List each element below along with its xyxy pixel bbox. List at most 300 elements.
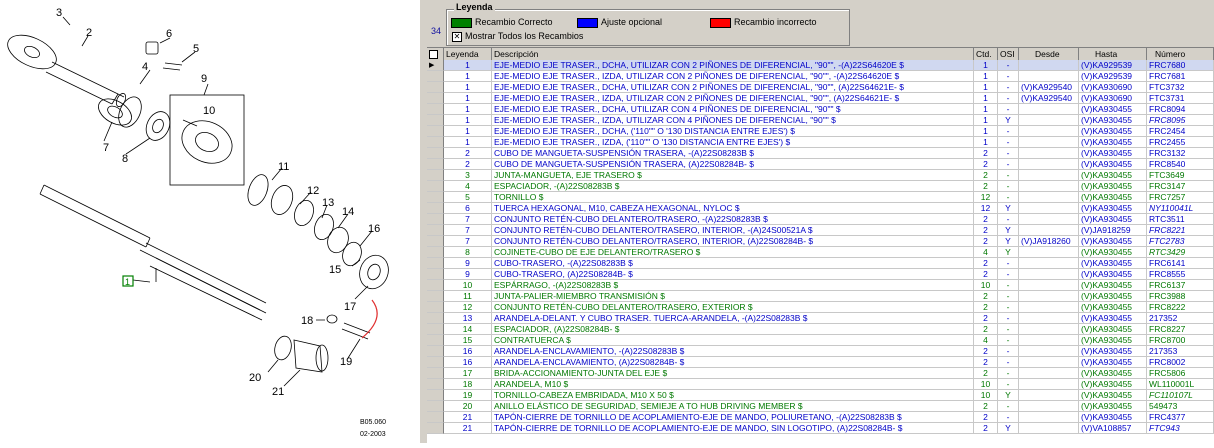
callout-10[interactable]: 10 [203, 105, 216, 117]
table-row[interactable] [427, 148, 1214, 159]
cell-desc: ARANDELA, M10 $ [492, 379, 974, 390]
table-row[interactable] [427, 93, 1214, 104]
cell-ctd: 2 [974, 357, 998, 368]
cell-leg: 9 [444, 269, 492, 280]
cell-desc: ARANDELA-ENCLAVAMIENTO, (A)22S08284B- $ [492, 357, 974, 368]
table-row[interactable] [427, 214, 1214, 225]
cell-hasta: (V)KA930690 [1079, 93, 1147, 104]
cell-osi: - [998, 192, 1019, 203]
cell-leg: 19 [444, 390, 492, 401]
cell-osi: - [998, 269, 1019, 280]
cell-desc: TAPÓN-CIERRE DE TORNILLO DE ACOPLAMIENTO-EJE DE MANDO, SIN LOGOTIPO, (A)22S08284B- $ [492, 423, 974, 434]
cell-ctd: 2 [974, 346, 998, 357]
callout-19[interactable]: 19 [340, 356, 353, 368]
header-leyenda[interactable]: Leyenda [444, 48, 492, 60]
callout-16[interactable]: 16 [368, 223, 381, 235]
table-row[interactable] [427, 104, 1214, 115]
cell-desde [1019, 170, 1079, 181]
table-row[interactable] [427, 291, 1214, 302]
splitter[interactable] [420, 0, 427, 443]
cell-num: FRC8227 [1147, 324, 1214, 335]
cell-desc: TAPÓN-CIERRE DE TORNILLO DE ACOPLAMIENTO-EJE DE MANDO, POLIURETANO, -(A)22S08283B $ [492, 412, 974, 423]
diagram-code: B05.060 [360, 419, 387, 426]
row-indicator[interactable] [427, 181, 444, 192]
table-row[interactable] [427, 236, 1214, 247]
exploded-view-drawing [0, 0, 420, 443]
cell-desc: EJE-MEDIO EJE TRASER., IZDA, UTILIZAR CON 2 PIÑONES DE DIFERENCIAL, "90"", -(A)22S64620E $ [492, 71, 974, 82]
cell-ctd: 10 [974, 390, 998, 401]
cell-desde: (V)KA929540 [1019, 93, 1079, 104]
row-indicator[interactable] [427, 423, 444, 434]
cell-leg: 20 [444, 401, 492, 412]
cell-hasta: (V)KA930455 [1079, 203, 1147, 214]
cell-num: FRC3132 [1147, 148, 1214, 159]
cell-osi: Y [998, 203, 1019, 214]
cell-osi: - [998, 313, 1019, 324]
cell-hasta: (V)KA930455 [1079, 137, 1147, 148]
cell-osi: - [998, 357, 1019, 368]
cell-ctd: 2 [974, 324, 998, 335]
cell-num: FRC3988 [1147, 291, 1214, 302]
cell-num: FRC3147 [1147, 181, 1214, 192]
cell-osi: - [998, 170, 1019, 181]
table-row[interactable] [427, 390, 1214, 401]
cell-ctd: 2 [974, 412, 998, 423]
cell-osi: - [998, 401, 1019, 412]
cell-leg: 13 [444, 313, 492, 324]
cell-leg: 3 [444, 170, 492, 181]
table-row[interactable] [427, 423, 1214, 434]
callout-2[interactable]: 2 [86, 27, 93, 39]
cell-osi: Y [998, 225, 1019, 236]
table-row[interactable] [427, 181, 1214, 192]
row-indicator[interactable] [427, 93, 444, 104]
cell-ctd: 12 [974, 203, 998, 214]
cell-num: FRC4377 [1147, 412, 1214, 423]
row-indicator[interactable] [427, 291, 444, 302]
cell-desde [1019, 357, 1079, 368]
cell-hasta: (V)KA930690 [1079, 82, 1147, 93]
cell-osi: - [998, 379, 1019, 390]
cell-num: FTC3732 [1147, 82, 1214, 93]
cell-osi: Y [998, 423, 1019, 434]
cell-hasta: (V)KA930455 [1079, 357, 1147, 368]
cell-num: 549473 [1147, 401, 1214, 412]
header-numero[interactable]: Número [1147, 48, 1214, 60]
diagram-date: 02-2003 [360, 431, 386, 438]
row-indicator[interactable] [427, 126, 444, 137]
cell-osi: - [998, 181, 1019, 192]
table-row[interactable] [427, 357, 1214, 368]
parts-grid [427, 47, 1214, 444]
row-indicator[interactable] [427, 379, 444, 390]
cell-desc: EJE-MEDIO EJE TRASER., IZDA, UTILIZAR CON 2 PIÑONES DE DIFERENCIAL, "90"", (A)22S64621E- $ [492, 93, 974, 104]
cell-hasta: (V)KA930455 [1079, 258, 1147, 269]
row-indicator[interactable] [427, 324, 444, 335]
callout-3[interactable]: 3 [56, 7, 63, 19]
cell-hasta: (V)KA930455 [1079, 148, 1147, 159]
table-row[interactable] [427, 346, 1214, 357]
cell-ctd: 2 [974, 148, 998, 159]
row-indicator[interactable] [427, 357, 444, 368]
cell-desc: ESPÁRRAGO, -(A)22S08283B $ [492, 280, 974, 291]
cell-desde [1019, 390, 1079, 401]
cell-desde [1019, 71, 1079, 82]
row-indicator[interactable] [427, 280, 444, 291]
header-osi[interactable]: OSI [998, 48, 1019, 60]
cell-leg: 1 [444, 104, 492, 115]
cell-desde [1019, 258, 1079, 269]
cell-osi: - [998, 258, 1019, 269]
cell-desde [1019, 192, 1079, 203]
cell-desde [1019, 247, 1079, 258]
cell-desc: EJE-MEDIO EJE TRASER., DCHA, ('110"" O '130 DISTANCIA ENTRE EJES') $ [492, 126, 974, 137]
cell-desc: TORNILLO-CABEZA EMBRIDADA, M10 X 50 $ [492, 390, 974, 401]
cell-leg: 14 [444, 324, 492, 335]
table-row[interactable] [427, 412, 1214, 423]
cell-ctd: 1 [974, 60, 998, 71]
header-descripcion[interactable]: Descripción [492, 48, 974, 60]
cell-num: FRC2454 [1147, 126, 1214, 137]
cell-num: FRC6137 [1147, 280, 1214, 291]
parts-diagram [0, 0, 420, 443]
cell-hasta: (V)KA930455 [1079, 280, 1147, 291]
cell-hasta: (V)KA930455 [1079, 269, 1147, 280]
cell-osi: Y [998, 247, 1019, 258]
cell-ctd: 4 [974, 247, 998, 258]
header-hasta[interactable]: Hasta [1079, 48, 1147, 60]
cell-osi: - [998, 280, 1019, 291]
row-indicator[interactable] [427, 71, 444, 82]
row-indicator[interactable] [427, 346, 444, 357]
cell-desde [1019, 126, 1079, 137]
callout-6[interactable]: 6 [166, 28, 173, 40]
cell-num: FRC8221 [1147, 225, 1214, 236]
cell-hasta: (V)KA930455 [1079, 335, 1147, 346]
cell-osi: - [998, 126, 1019, 137]
callout-12[interactable]: 12 [307, 185, 320, 197]
cell-desde [1019, 115, 1079, 126]
table-row[interactable] [427, 313, 1214, 324]
cell-num: FRC7680 [1147, 60, 1214, 71]
cell-desde [1019, 379, 1079, 390]
cell-desc: CUBO DE MANGUETA-SUSPENSIÓN TRASERA, (A)22S08284B- $ [492, 159, 974, 170]
cell-desde [1019, 159, 1079, 170]
row-indicator[interactable] [427, 104, 444, 115]
cell-desc: ARANDELA-DELANT. Y CUBO TRASER. TUERCA-ARANDELA, -(A)22S08283B $ [492, 313, 974, 324]
cell-hasta: (V)VA108857 [1079, 423, 1147, 434]
cell-leg: 17 [444, 368, 492, 379]
cell-ctd: 2 [974, 313, 998, 324]
row-indicator[interactable]: ▶ [427, 60, 444, 71]
cell-ctd: 2 [974, 258, 998, 269]
table-row[interactable] [427, 225, 1214, 236]
legend-swatch-correct [451, 18, 472, 28]
table-row[interactable] [427, 368, 1214, 379]
table-row[interactable] [427, 192, 1214, 203]
cell-hasta: (V)KA930455 [1079, 401, 1147, 412]
cell-num: FRC7681 [1147, 71, 1214, 82]
cell-desc: ANILLO ELÁSTICO DE SEGURIDAD, SEMIEJE A TO HUB DRIVING MEMBER $ [492, 401, 974, 412]
header-desde[interactable]: Desde [1019, 48, 1079, 60]
cell-desc: ARANDELA-ENCLAVAMIENTO, -(A)22S08283B $ [492, 346, 974, 357]
cell-desde [1019, 225, 1079, 236]
cell-desc: EJE-MEDIO EJE TRASER., IZDA, ('110"" O '130 DISTANCIA ENTRE EJES') $ [492, 137, 974, 148]
cell-desc: CUBO-TRASERO, (A)22S08284B- $ [492, 269, 974, 280]
table-row[interactable] [427, 126, 1214, 137]
cell-osi: - [998, 368, 1019, 379]
cell-leg: 21 [444, 423, 492, 434]
table-row[interactable] [427, 203, 1214, 214]
cell-ctd: 2 [974, 291, 998, 302]
cell-osi: Y [998, 390, 1019, 401]
cell-osi: - [998, 214, 1019, 225]
row-indicator[interactable] [427, 258, 444, 269]
cell-desde [1019, 335, 1079, 346]
cell-num: FTC3731 [1147, 93, 1214, 104]
cell-osi: - [998, 60, 1019, 71]
cell-desde [1019, 302, 1079, 313]
cell-ctd: 1 [974, 104, 998, 115]
cell-desde: (V)JA918260 [1019, 236, 1079, 247]
cell-osi: - [998, 93, 1019, 104]
table-row[interactable] [427, 302, 1214, 313]
cell-ctd: 2 [974, 368, 998, 379]
row-indicator[interactable] [427, 214, 444, 225]
table-row[interactable] [427, 115, 1214, 126]
cell-hasta: (V)KA929539 [1079, 60, 1147, 71]
cell-desde [1019, 412, 1079, 423]
legend-title: Leyenda [456, 2, 493, 12]
cell-desc: CONJUNTO RETÉN-CUBO DELANTERO/TRASERO, INTERIOR, -(A)24S00521A $ [492, 225, 974, 236]
cell-hasta: (V)KA930455 [1079, 115, 1147, 126]
table-row[interactable] [427, 60, 1214, 71]
cell-leg: 1 [444, 137, 492, 148]
cell-desde [1019, 137, 1079, 148]
cell-ctd: 2 [974, 225, 998, 236]
header-select-all[interactable] [427, 48, 444, 60]
cell-num: FC110107L [1147, 390, 1214, 401]
cell-desc: CONJUNTO RETÉN-CUBO DELANTERO/TRASERO, EXTERIOR $ [492, 302, 974, 313]
cell-desc: ESPACIADOR, -(A)22S08283B $ [492, 181, 974, 192]
show-all-label[interactable]: Mostrar Todos los Recambios [465, 31, 584, 41]
callout-13[interactable]: 13 [322, 197, 335, 209]
row-indicator[interactable] [427, 368, 444, 379]
cell-ctd: 1 [974, 115, 998, 126]
cell-ctd: 2 [974, 401, 998, 412]
cell-hasta: (V)KA930455 [1079, 346, 1147, 357]
cell-desde [1019, 423, 1079, 434]
legend-label-optional: Ajuste opcional [601, 17, 663, 27]
table-row[interactable] [427, 137, 1214, 148]
row-indicator[interactable] [427, 137, 444, 148]
cell-num: FRC8095 [1147, 115, 1214, 126]
table-row[interactable] [427, 379, 1214, 390]
table-row[interactable] [427, 170, 1214, 181]
cell-osi: - [998, 302, 1019, 313]
cell-desc: EJE-MEDIO EJE TRASER., DCHA, UTILIZAR CON 4 PIÑONES DE DIFERENCIAL, "90"" $ [492, 104, 974, 115]
cell-num: 217353 [1147, 346, 1214, 357]
callout-18[interactable]: 18 [301, 315, 314, 327]
cell-num: NY110041L [1147, 203, 1214, 214]
row-indicator[interactable] [427, 247, 444, 258]
cell-hasta: (V)KA930455 [1079, 214, 1147, 225]
cell-num: FRC8555 [1147, 269, 1214, 280]
cell-desc: CONJUNTO RETÉN-CUBO DELANTERO/TRASERO, -(A)22S08283B $ [492, 214, 974, 225]
cell-ctd: 2 [974, 302, 998, 313]
callout-11[interactable]: 11 [278, 161, 290, 173]
cell-num: RTC3511 [1147, 214, 1214, 225]
row-indicator[interactable] [427, 203, 444, 214]
cell-desc: EJE-MEDIO EJE TRASER., IZDA, UTILIZAR CON 4 PIÑONES DE DIFERENCIAL, "90"" $ [492, 115, 974, 126]
row-indicator[interactable] [427, 390, 444, 401]
row-indicator[interactable] [427, 192, 444, 203]
table-row[interactable] [427, 71, 1214, 82]
cell-ctd: 2 [974, 214, 998, 225]
cell-desde [1019, 291, 1079, 302]
callout-9[interactable]: 9 [201, 73, 208, 85]
cell-osi: - [998, 324, 1019, 335]
cell-hasta: (V)KA930455 [1079, 159, 1147, 170]
cell-num: FRC8222 [1147, 302, 1214, 313]
cell-leg: 5 [444, 192, 492, 203]
row-indicator[interactable] [427, 335, 444, 346]
callout-15[interactable]: 15 [329, 264, 342, 276]
callout-7[interactable]: 7 [103, 142, 110, 154]
legend-swatch-incorrect [710, 18, 731, 28]
part-count: 34 [431, 26, 442, 36]
cell-leg: 18 [444, 379, 492, 390]
table-row[interactable] [427, 280, 1214, 291]
callout-5[interactable]: 5 [193, 43, 200, 55]
row-indicator[interactable] [427, 302, 444, 313]
callout-14[interactable]: 14 [342, 206, 355, 218]
cell-desde [1019, 181, 1079, 192]
cell-num: FRC6141 [1147, 258, 1214, 269]
cell-osi: - [998, 159, 1019, 170]
cell-ctd: 2 [974, 423, 998, 434]
cell-leg: 2 [444, 148, 492, 159]
cell-leg: 8 [444, 247, 492, 258]
cell-num: FRC8094 [1147, 104, 1214, 115]
cell-num: FTC3649 [1147, 170, 1214, 181]
cell-leg: 11 [444, 291, 492, 302]
cell-ctd: 2 [974, 159, 998, 170]
cell-desde [1019, 313, 1079, 324]
row-indicator[interactable] [427, 313, 444, 324]
callout-1[interactable]: 1 [125, 277, 131, 287]
cell-leg: 15 [444, 335, 492, 346]
cell-hasta: (V)KA930455 [1079, 181, 1147, 192]
cell-osi: - [998, 148, 1019, 159]
cell-desde [1019, 104, 1079, 115]
cell-hasta: (V)KA930455 [1079, 412, 1147, 423]
cell-leg: 1 [444, 126, 492, 137]
row-indicator[interactable] [427, 170, 444, 181]
cell-desc: ESPACIADOR, (A)22S08284B- $ [492, 324, 974, 335]
parts-panel [427, 0, 1214, 443]
cell-leg: 1 [444, 71, 492, 82]
row-indicator[interactable] [427, 401, 444, 412]
cell-desde [1019, 346, 1079, 357]
cell-osi: - [998, 335, 1019, 346]
cell-leg: 7 [444, 225, 492, 236]
cell-desde [1019, 401, 1079, 412]
table-row[interactable] [427, 159, 1214, 170]
table-row[interactable] [427, 269, 1214, 280]
table-row[interactable] [427, 324, 1214, 335]
row-indicator[interactable] [427, 269, 444, 280]
grid-header [427, 48, 1214, 60]
cell-ctd: 1 [974, 137, 998, 148]
callout-4[interactable]: 4 [142, 61, 149, 73]
cell-ctd: 1 [974, 71, 998, 82]
cell-desc: TUERCA HEXAGONAL, M10, CABEZA HEXAGONAL, NYLOC $ [492, 203, 974, 214]
cell-osi: - [998, 71, 1019, 82]
table-row[interactable] [427, 247, 1214, 258]
row-indicator[interactable] [427, 159, 444, 170]
cell-osi: Y [998, 115, 1019, 126]
row-indicator[interactable] [427, 236, 444, 247]
cell-desde [1019, 368, 1079, 379]
cell-leg: 7 [444, 236, 492, 247]
highlight-curve [362, 300, 377, 338]
cell-osi: - [998, 291, 1019, 302]
cell-num: WL110001L [1147, 379, 1214, 390]
cell-hasta: (V)KA930455 [1079, 291, 1147, 302]
callout-17[interactable]: 17 [344, 301, 357, 313]
row-indicator[interactable] [427, 412, 444, 423]
cell-desc: EJE-MEDIO EJE TRASER., DCHA, UTILIZAR CON 2 PIÑONES DE DIFERENCIAL, "90"", (A)22S64621E- $ [492, 82, 974, 93]
cell-osi: - [998, 346, 1019, 357]
legend-label-correct: Recambio Correcto [475, 17, 553, 27]
cell-num: FRC5806 [1147, 368, 1214, 379]
cell-hasta: (V)JA918259 [1079, 225, 1147, 236]
row-indicator[interactable] [427, 82, 444, 93]
cell-leg: 1 [444, 115, 492, 126]
callout-8[interactable]: 8 [122, 153, 129, 165]
show-all-checkbox[interactable]: ✕ [453, 32, 461, 41]
cell-leg: 12 [444, 302, 492, 313]
cell-desde [1019, 203, 1079, 214]
callout-20[interactable]: 20 [249, 372, 262, 384]
cell-hasta: (V)KA930455 [1079, 313, 1147, 324]
cell-leg: 10 [444, 280, 492, 291]
cell-desc: CONTRATUERCA $ [492, 335, 974, 346]
legend-swatch-optional [577, 18, 598, 28]
table-row[interactable] [427, 82, 1214, 93]
row-indicator[interactable] [427, 225, 444, 236]
cell-desc: JUNTA-MANGUETA, EJE TRASERO $ [492, 170, 974, 181]
table-row[interactable] [427, 258, 1214, 269]
callout-21[interactable]: 21 [272, 386, 285, 398]
table-row[interactable] [427, 401, 1214, 412]
cell-leg: 6 [444, 203, 492, 214]
cell-desc: CUBO-TRASERO, -(A)22S08283B $ [492, 258, 974, 269]
cell-leg: 7 [444, 214, 492, 225]
cell-osi: - [998, 82, 1019, 93]
cell-ctd: 1 [974, 82, 998, 93]
row-indicator[interactable] [427, 148, 444, 159]
cell-leg: 9 [444, 258, 492, 269]
row-indicator[interactable] [427, 115, 444, 126]
cell-ctd: 12 [974, 192, 998, 203]
cell-num: FRC8002 [1147, 357, 1214, 368]
table-row[interactable] [427, 335, 1214, 346]
legend-label-incorrect: Recambio incorrecto [734, 17, 817, 27]
header-ctd[interactable]: Ctd. [974, 48, 998, 60]
cell-osi: - [998, 104, 1019, 115]
